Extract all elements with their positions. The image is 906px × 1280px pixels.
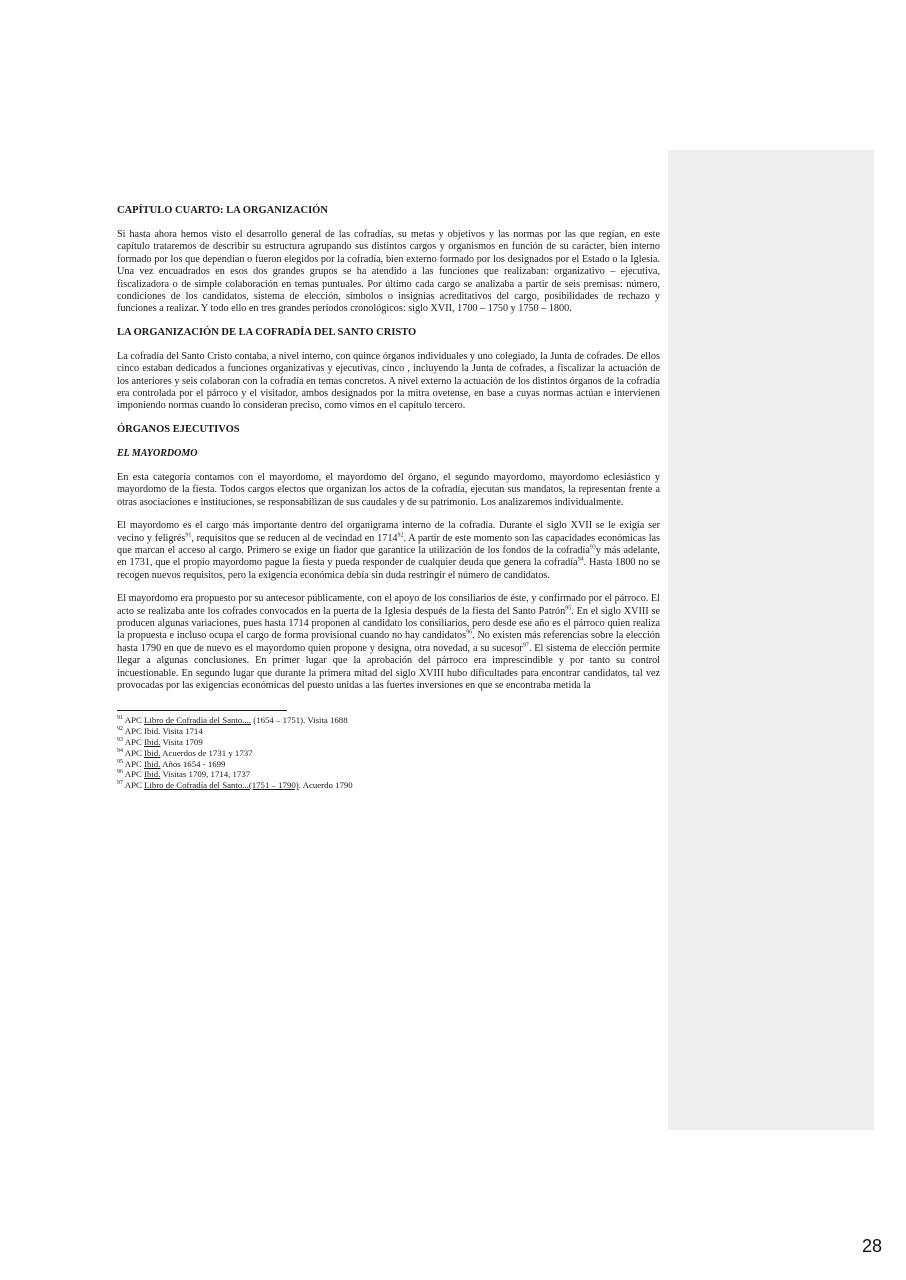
footnote-detail: Visitas 1709, 1714, 1737 bbox=[160, 769, 251, 780]
footnote bbox=[117, 780, 660, 791]
footnote-ref-title: Ibid. bbox=[144, 769, 161, 780]
footnote-number: 91 bbox=[117, 715, 123, 722]
text: El mayordomo era propuesto por su antecesor públicamente, con el apoyo de los consiliarios de éste, y confirmado por el párroco. El acto se realizaba ante los cofrades convocados en la puerta de la Iglesia después de la fiesta del Santo Patrón bbox=[117, 593, 660, 617]
text: . En el siglo XVIII se producen algunas variaciones, pues hasta 1714 proponen al candidato los consiliarios, pero desde ese año es el párroco quien realiza la propuesta e incluso ocupa el cargo de forma provisional cuando no hay candidatos bbox=[117, 605, 660, 642]
footnote-source: APC bbox=[124, 780, 145, 791]
footnote-ref: 97 bbox=[522, 642, 529, 649]
paragraph-mayordomo-requirements bbox=[117, 520, 660, 582]
footnote-number: 93 bbox=[117, 737, 123, 744]
footnote-detail: Acuerdos de 1731 y 1737 bbox=[160, 747, 253, 758]
footnote bbox=[117, 726, 660, 737]
text: . No existen más referencias sobre la elección hasta 1790 en que de nuevo es el mayordomo quien propone y designa, otra novedad, a su sucesor bbox=[117, 630, 660, 654]
section-paragraph: La cofradía del Santo Cristo contaba, a nivel interno, con quince órganos individuales y uno colegiado, la Junta de cofrades. De ellos cinco estaban dedicados a funciones organizativas y ejecutivas, cinco , incluyendo la Junta de cofrades, a fiscalizar la actuación de los anteriores y seis colaboran con la cofradía en temas concretos. A nivel externo la actuación de los distintos órganos de la cofradía era controlada por el párroco y el visitador, ambos designados por la mitra ovetense, en base a cuyas normas actúan e intervienen imponiendo normas cuando lo consideran preciso, como vimos en el capítulo tercero. bbox=[117, 350, 660, 412]
footnote bbox=[117, 715, 660, 726]
footnote-ref-title: Ibid. bbox=[144, 758, 161, 769]
text: . A partir de este momento son las capacidades económicas las que marcan el acceso al cargo. Primero se exige un fiador que garantice la utilización de los fondos de la cofradía bbox=[117, 532, 661, 556]
footnote-detail: Años 1654 - 1699 bbox=[160, 758, 226, 769]
footnote-ref-title: Libro de Cofradía del Santo...(1751 – 1790) bbox=[144, 780, 299, 791]
paragraph-mayordomo-election bbox=[117, 593, 660, 692]
footnote-detail: Visita 1709 bbox=[160, 736, 203, 747]
footnote-number: 97 bbox=[117, 780, 123, 787]
comment-margin-panel bbox=[668, 150, 874, 1130]
footnote-number: 92 bbox=[117, 726, 123, 733]
footnote-ref: 91 bbox=[185, 532, 192, 539]
footnote-ref: 95 bbox=[565, 605, 572, 612]
footnote-source: APC bbox=[124, 726, 145, 737]
text: . El sistema de elección permite llegar a algunas conclusiones. En primer lugar que la aprobación del párroco era imprescindible y por tanto su control incuestionable. En segundo lugar que durante la primera mitad del siglo XVIII hubo dificultades para encontrar candidatos, tal vez provocadas por las exigencias económicas del puesto unidas a las fuertes inversiones en que se encontraba metida la bbox=[117, 642, 660, 691]
footnote-separator bbox=[117, 710, 287, 711]
footnote-source: APC bbox=[124, 758, 145, 769]
footnote bbox=[117, 748, 660, 759]
footnote-source: APC bbox=[124, 736, 145, 747]
footnote-ref-title: Ibid. bbox=[144, 747, 161, 758]
page-number: 28 bbox=[861, 1236, 882, 1256]
footnote-detail: (1654 – 1751). Visita 1688 bbox=[251, 715, 348, 726]
text: . Hasta 1800 no se recogen nuevos requisitos, pero la exigencia económica debía sin duda restringir el número de candidatos. bbox=[117, 557, 660, 581]
text: El mayordomo es el cargo más importante dentro del organigrama interno de la cofradía. Durante el siglo XVII se le exigía ser vecino y feligrés bbox=[117, 520, 660, 544]
footnote-number: 94 bbox=[117, 747, 123, 754]
footnote-ref: 96 bbox=[466, 629, 473, 636]
footnote bbox=[117, 759, 660, 770]
footnote-ref: 94 bbox=[577, 556, 584, 563]
paragraph-categories: En esta categoría contamos con el mayordomo, el mayordomo del órgano, el segundo mayordomo, mayordomo eclesiástico y mayordomo de la fiesta. Todos cargos electos que organizan los actos de la cofradía, ejecutan sus mandatos, la representan frente a otras asociaciones e instituciones, se responsabilizan de sus caudales y de su patrimonio. Los analizaremos individualmente. bbox=[117, 471, 660, 508]
subsubsection-title: EL MAYORDOMO bbox=[117, 447, 198, 459]
footnote-ref-title: Ibid. bbox=[144, 736, 161, 747]
chapter-title: CAPÍTULO CUARTO: LA ORGANIZACIÓN bbox=[117, 205, 328, 216]
subsection-title: ÓRGANOS EJECUTIVOS bbox=[117, 423, 240, 435]
footnote-detail: . Acuerdo 1790 bbox=[298, 780, 353, 791]
footnote-ref: 92 bbox=[397, 532, 404, 539]
footnote-source: APC bbox=[124, 769, 145, 780]
footnote-number: 95 bbox=[117, 758, 123, 765]
footnote-number: 96 bbox=[117, 769, 123, 776]
footnote-source: APC bbox=[124, 715, 145, 726]
footnotes bbox=[117, 715, 660, 791]
intro-paragraph: Si hasta ahora hemos visto el desarrollo general de las cofradías, su metas y objetivos y las normas por las que regían, en este capítulo trataremos de describir su estructura agrupando sus distintos cargos y organismos en función de su carácter, bien interno formado por los que dependían o fueron elegidos por la cofradía, bien externo formado por los designados por el Estado o la Iglesia. Una vez encuadrados en esos dos grandes grupos se ha atendido a las funciones que realizaban: organizativo – ejecutiva, fiscalizadora o de simple colaboración en temas puntuales. Por último cada cargo se analizaba a partir de seis premisas: número, condiciones de los candidatos, sistema de elección, símbolos o insignias acreditativos del cargo, posibilidades de rechazo y funciones a realizar. Y todo ello en tres grandes períodos cronológicos: siglo XVII, 1700 – 1750 y 1750 – 1800. bbox=[117, 229, 660, 315]
footnote-ref-title: Libro de Cofradía del Santo.... bbox=[144, 715, 252, 726]
footnote-detail: Ibid. Visita 1714 bbox=[144, 726, 203, 737]
section-title: LA ORGANIZACIÓN DE LA COFRADÍA DEL SANTO CRISTO bbox=[117, 326, 417, 338]
text: , requisitos que se reducen al de vecindad en 1714 bbox=[191, 532, 398, 544]
footnote bbox=[117, 769, 660, 780]
text: y más adelante, en 1731, que el propio mayordomo pague la fiesta y pueda responder de cualquier deuda que genera la cofradía bbox=[117, 544, 660, 569]
page-content bbox=[117, 205, 660, 791]
footnote-source: APC bbox=[124, 747, 145, 758]
footnote bbox=[117, 737, 660, 748]
footnote-ref: 93 bbox=[589, 544, 596, 551]
